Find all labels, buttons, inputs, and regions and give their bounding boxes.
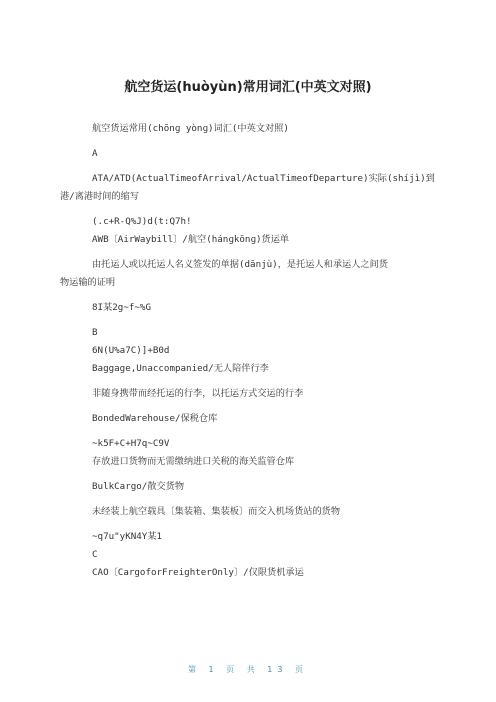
document-title: 航空货运(huòyùn)常用词汇(中英文对照) [124,80,372,95]
text-line: 由托运人或以托运人名义签发的单据(dānjù)，是托运人和承运人之间货 [92,259,388,270]
text-line: 物运输的证明 [60,277,116,288]
text-line: 航空货运常用(chōnɡ yònɡ)词汇(中英文对照) [92,123,289,134]
text-line: 6N(U%a7C)]+B0d [92,345,170,356]
text-line: A [92,148,98,159]
text-line: BondedWarehouse/保税仓库 [92,413,218,424]
text-line: ATA/ATD(ActualTimeofArrival/ActualTimeofDeparture)实际(shíjì)到 [92,173,435,184]
text-line: 非随身携带而经托运的行李，以托运方式交运的行李 [92,388,304,399]
text-line: Baggage,Unaccompanied/无人陪伴行李 [92,363,269,374]
text-line: 8I某2g~f~%G [92,302,151,313]
document-body [60,120,436,582]
text-line: 未经装上航空载具〔集装箱、集装板〕而交入机场货站的货物 [92,506,341,517]
text-line: AWB〔AirWaybill〕/航空(hánɡkōnɡ)货运单 [92,234,290,245]
text-line: C [92,549,98,560]
text-line: (.c+R-Q%J)d(t:Q7h! [92,216,192,227]
text-line: ~q7u"yKN4Y某1 [92,531,163,542]
text-line: 存放进口货物而无需缴纳进口关税的海关监管仓库 [92,456,295,467]
text-line: CAO〔CargoforFreighterOnly〕/仅限货机承运 [92,567,304,578]
text-line: B [92,327,98,338]
text-line: ~k5F+C+H7q~C9V [92,438,170,449]
text-line: 港/离港时间的缩写 [60,191,140,202]
page-number-footer: 第 1 页 共 13 页 [188,665,308,674]
text-line: BulkCargo/散交货物 [92,481,185,492]
